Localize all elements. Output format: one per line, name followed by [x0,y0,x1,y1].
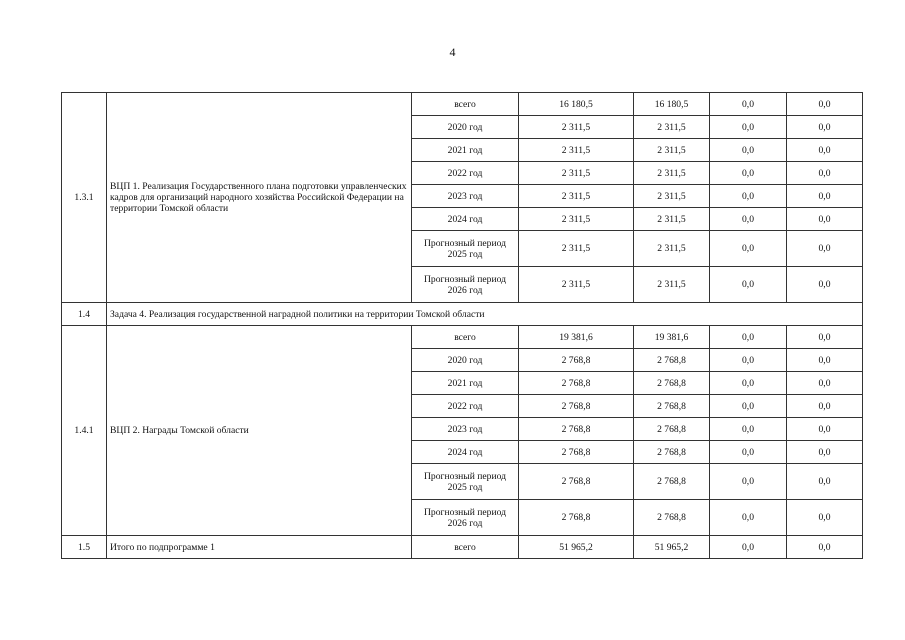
value-regional: 51 965,2 [634,536,710,559]
value-total: 2 311,5 [519,267,634,303]
budget-table [61,92,863,559]
value-federal: 0,0 [710,372,787,395]
value-regional: 2 311,5 [634,231,710,267]
value-federal: 0,0 [710,349,787,372]
value-federal: 0,0 [710,536,787,559]
value-total: 2 768,8 [519,464,634,500]
page-number: 4 [449,45,456,59]
value-federal: 0,0 [710,116,787,139]
value-other: 0,0 [787,185,863,208]
period-cell: 2022 год [412,162,519,185]
period-cell: 2021 год [412,139,519,162]
value-regional: 16 180,5 [634,93,710,116]
row-name: Итого по подпрограмме 1 [107,536,412,559]
value-federal: 0,0 [710,185,787,208]
value-regional: 2 311,5 [634,267,710,303]
value-regional: 19 381,6 [634,326,710,349]
value-total: 51 965,2 [519,536,634,559]
value-regional: 2 311,5 [634,185,710,208]
value-other: 0,0 [787,349,863,372]
table-row [62,536,863,559]
value-total: 2 311,5 [519,231,634,267]
value-regional: 2 311,5 [634,139,710,162]
value-regional: 2 768,8 [634,372,710,395]
period-cell: 2020 год [412,349,519,372]
row-name: ВЦП 2. Награды Томской области [107,326,412,536]
value-total: 2 311,5 [519,208,634,231]
row-code: 1.4.1 [62,326,107,536]
row-code: 1.4 [62,303,107,326]
row-name: ВЦП 1. Реализация Государственного плана подготовки управленческих кадров для организаций народного хозяйства Российской Федерации на территории Томской области [107,93,412,303]
value-total: 2 311,5 [519,139,634,162]
period-cell: Прогнозный период 2026 год [412,267,519,303]
period-cell: 2023 год [412,185,519,208]
value-total: 2 768,8 [519,372,634,395]
period-cell: всего [412,93,519,116]
value-federal: 0,0 [710,464,787,500]
value-other: 0,0 [787,536,863,559]
value-other: 0,0 [787,231,863,267]
value-federal: 0,0 [710,441,787,464]
value-other: 0,0 [787,418,863,441]
period-cell: всего [412,536,519,559]
task-row [62,303,863,326]
value-total: 2 768,8 [519,441,634,464]
period-cell: 2020 год [412,116,519,139]
value-regional: 2 311,5 [634,116,710,139]
value-total: 2 768,8 [519,349,634,372]
value-federal: 0,0 [710,231,787,267]
value-federal: 0,0 [710,267,787,303]
value-regional: 2 768,8 [634,418,710,441]
value-other: 0,0 [787,139,863,162]
value-total: 2 311,5 [519,116,634,139]
value-regional: 2 768,8 [634,441,710,464]
value-federal: 0,0 [710,139,787,162]
value-federal: 0,0 [710,93,787,116]
task-title: Задача 4. Реализация государственной наградной политики на территории Томской области [107,303,863,326]
value-regional: 2 768,8 [634,395,710,418]
value-federal: 0,0 [710,326,787,349]
value-other: 0,0 [787,162,863,185]
value-other: 0,0 [787,116,863,139]
value-other: 0,0 [787,441,863,464]
value-total: 16 180,5 [519,93,634,116]
period-cell: 2021 год [412,372,519,395]
value-other: 0,0 [787,267,863,303]
value-federal: 0,0 [710,395,787,418]
value-federal: 0,0 [710,500,787,536]
period-cell: 2024 год [412,208,519,231]
value-total: 19 381,6 [519,326,634,349]
value-regional: 2 311,5 [634,208,710,231]
period-cell: Прогнозный период 2025 год [412,231,519,267]
value-regional: 2 311,5 [634,162,710,185]
period-cell: 2023 год [412,418,519,441]
period-cell: Прогнозный период 2026 год [412,500,519,536]
value-regional: 2 768,8 [634,464,710,500]
period-cell: всего [412,326,519,349]
value-other: 0,0 [787,326,863,349]
value-other: 0,0 [787,395,863,418]
value-other: 0,0 [787,93,863,116]
value-federal: 0,0 [710,418,787,441]
value-federal: 0,0 [710,162,787,185]
table-row [62,326,863,349]
row-code: 1.3.1 [62,93,107,303]
value-other: 0,0 [787,464,863,500]
value-regional: 2 768,8 [634,349,710,372]
period-cell: 2024 год [412,441,519,464]
value-other: 0,0 [787,208,863,231]
value-other: 0,0 [787,500,863,536]
period-cell: 2022 год [412,395,519,418]
value-federal: 0,0 [710,208,787,231]
value-total: 2 768,8 [519,500,634,536]
table-row [62,93,863,116]
period-cell: Прогнозный период 2025 год [412,464,519,500]
value-total: 2 768,8 [519,418,634,441]
value-other: 0,0 [787,372,863,395]
value-total: 2 311,5 [519,162,634,185]
value-total: 2 311,5 [519,185,634,208]
row-code: 1.5 [62,536,107,559]
value-regional: 2 768,8 [634,500,710,536]
value-total: 2 768,8 [519,395,634,418]
